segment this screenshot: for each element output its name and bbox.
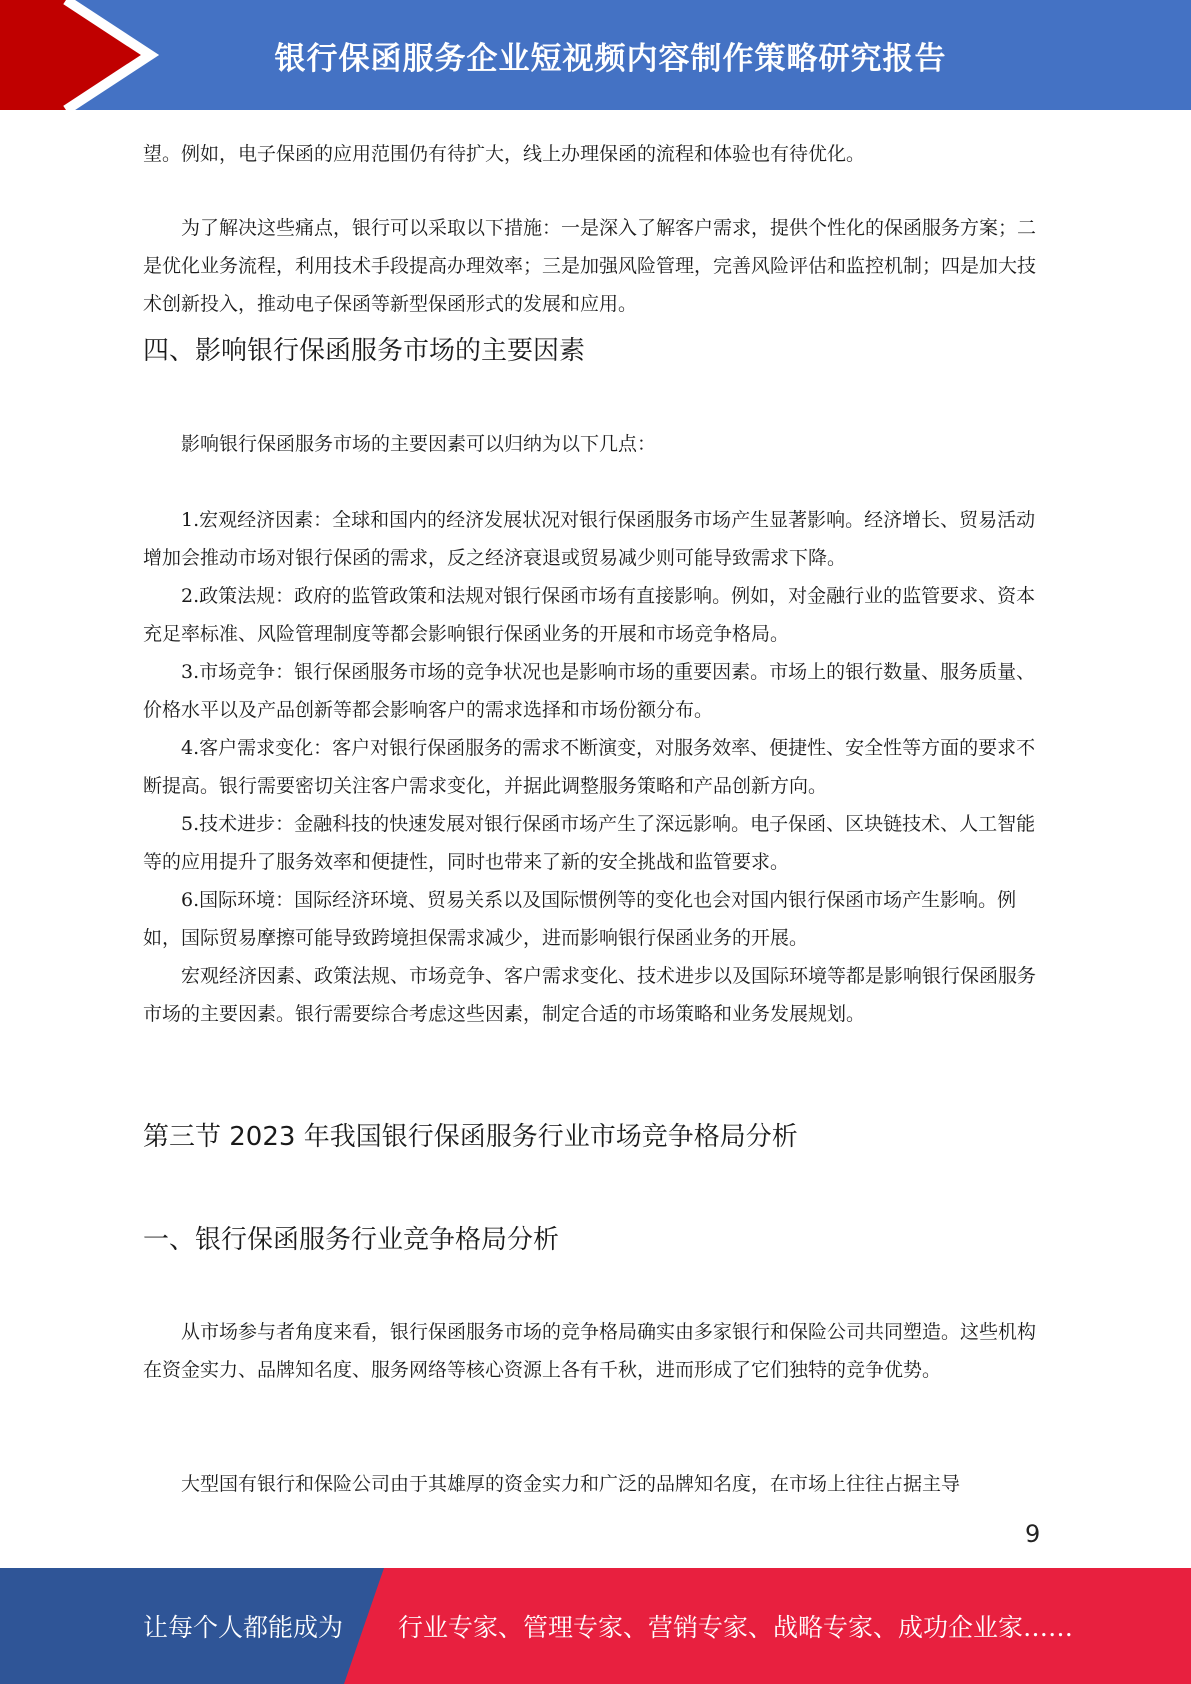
section-heading-4 (143, 332, 1047, 370)
footer-slogan-left: 让每个人都能成为 (143, 1613, 344, 1642)
factor-item-6: 6.国际环境：国际经济环境、贸易关系以及国际惯例等的变化也会对国内银行保函市场产生影响。例如，国际贸易摩擦可能导致跨境担保需求减少，进而影响银行保函业务的开展。 (143, 889, 1017, 949)
paragraph-large-banks: 大型国有银行和保险公司由于其雄厚的资金实力和广泛的品牌知名度，在市场上往往占据主导 (181, 1473, 961, 1495)
factor-item-3: 3.市场竞争：银行保函服务市场的竞争状况也是影响市场的重要因素。市场上的银行数量、服务质量、价格水平以及产品创新等都会影响客户的需求选择和市场份额分布。 (143, 661, 1036, 721)
heading-factors: 四、影响银行保函服务市场的主要因素 (143, 336, 586, 366)
factor-list (143, 501, 1047, 1033)
body-text-block-3 (143, 425, 1047, 463)
factor-item-2: 2.政策法规：政府的监管政策和法规对银行保函市场有直接影响。例如，对金融行业的监管要求、资本充足率标准、风险管理制度等都会影响银行保函业务的开展和市场竞争格局。 (143, 585, 1036, 645)
heading-competition: 一、银行保函服务行业竞争格局分析 (143, 1225, 560, 1255)
page-header (0, 0, 1191, 110)
paragraph-continued: 望。例如，电子保函的应用范围仍有待扩大，线上办理保函的流程和体验也有待优化。 (143, 143, 866, 165)
body-text-block-5 (143, 1465, 1047, 1503)
paragraph-solutions: 为了解决这些痛点，银行可以采取以下措施：一是深入了解客户需求，提供个性化的保函服务方案；二是优化业务流程，利用技术手段提高办理效率；三是加强风险管理，完善风险评估和监控机制；四是加大技术创新投入，推动电子保函等新型保函形式的发展和应用。 (143, 217, 1037, 315)
section-heading-3 (143, 1118, 1047, 1156)
footer-slogan-right: 行业专家、管理专家、营销专家、战略专家、成功企业家…… (398, 1613, 1074, 1642)
paragraph-intro-factors: 影响银行保函服务市场的主要因素可以归纳为以下几点： (181, 433, 657, 455)
page-number: 9 (1025, 1520, 1041, 1548)
page-footer (0, 1568, 1191, 1684)
body-text-block-4 (143, 1313, 1047, 1389)
heading-section-3: 第三节 2023 年我国银行保函服务行业市场竞争格局分析 (143, 1122, 798, 1152)
header-red-chevron (0, 0, 160, 110)
body-text-block-2 (143, 209, 1047, 323)
body-text-block-1 (143, 135, 1047, 173)
section-heading-1 (143, 1221, 1047, 1259)
paragraph-market-participants: 从市场参与者角度来看，银行保函服务市场的竞争格局确实由多家银行和保险公司共同塑造。这些机构在资金实力、品牌知名度、服务网络等核心资源上各有千秋，进而形成了它们独特的竞争优势。 (143, 1321, 1037, 1381)
factor-item-4: 4.客户需求变化：客户对银行保函服务的需求不断演变，对服务效率、便捷性、安全性等方面的要求不断提高。银行需要密切关注客户需求变化，并据此调整服务策略和产品创新方向。 (143, 737, 1036, 797)
factor-item-1: 1.宏观经济因素：全球和国内的经济发展状况对银行保函服务市场产生显著影响。经济增长、贸易活动增加会推动市场对银行保函的需求，反之经济衰退或贸易减少则可能导致需求下降。 (143, 509, 1036, 569)
report-title: 银行保函服务企业短视频内容制作策略研究报告 (274, 40, 947, 77)
factor-item-5: 5.技术进步：金融科技的快速发展对银行保函市场产生了深远影响。电子保函、区块链技术、人工智能等的应用提升了服务效率和便捷性，同时也带来了新的安全挑战和监管要求。 (143, 813, 1036, 873)
paragraph-summary: 宏观经济因素、政策法规、市场竞争、客户需求变化、技术进步以及国际环境等都是影响银行保函服务市场的主要因素。银行需要综合考虑这些因素，制定合适的市场策略和业务发展规划。 (143, 965, 1037, 1025)
